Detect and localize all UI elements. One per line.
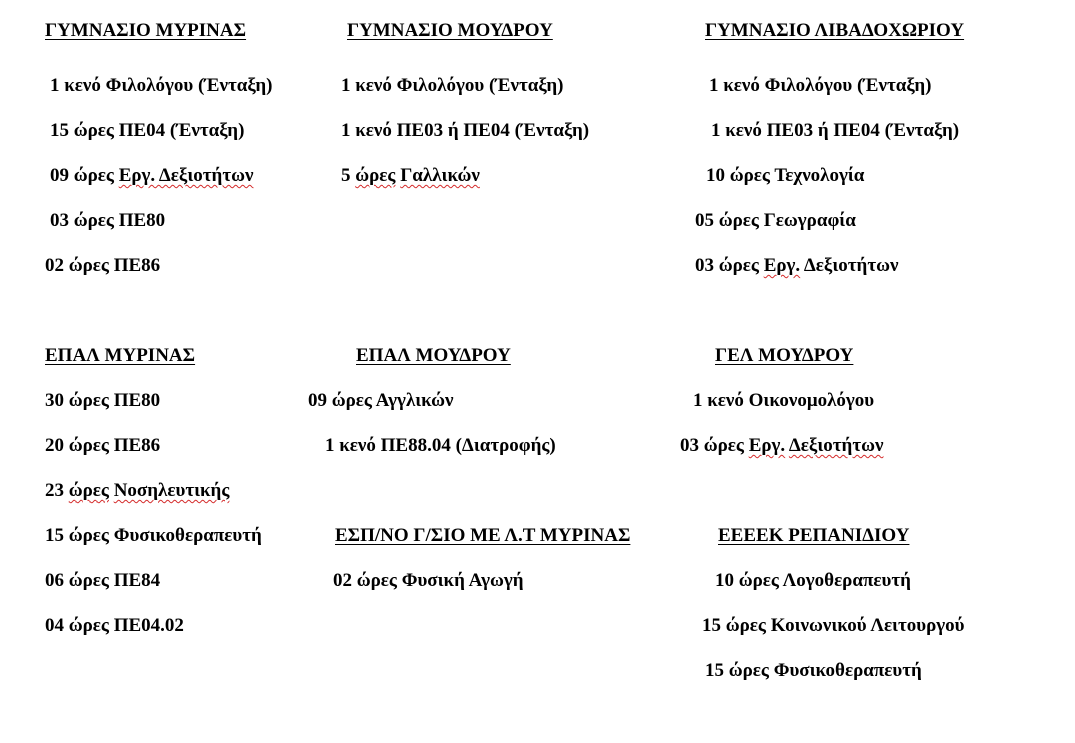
epal-myrinas-line-3 <box>45 480 229 502</box>
epal-myrinas-line-3-subject: Νοσηλευτικής <box>113 480 230 501</box>
gel-moudrou-line-1: 1 κενό Οικονομολόγου <box>693 390 875 411</box>
gym-moudrou-line-3 <box>341 165 480 187</box>
gym-livadochoriou-line-5-hours: 03 ώρες <box>695 255 764 276</box>
gym-livadochoriou-line-5-abbr: Εργ. <box>763 255 801 276</box>
gym-myrinas-line-3-subject: Εργ. Δεξιοτήτων <box>118 165 254 186</box>
gel-moudrou-heading: ΓΕΛ ΜΟΥΔΡΟΥ <box>715 345 854 366</box>
gym-livadochoriou-line-1: 1 κενό Φιλολόγου (Ένταξη) <box>709 75 932 96</box>
epal-myrinas-line-1: 30 ώρες ΠΕ80 <box>45 390 161 411</box>
gym-myrinas-line-1: 1 κενό Φιλολόγου (Ένταξη) <box>50 75 273 96</box>
epal-myrinas-heading: ΕΠΑΛ ΜΥΡΙΝΑΣ <box>45 345 196 366</box>
epal-myrinas-line-5: 06 ώρες ΠΕ84 <box>45 570 161 591</box>
epal-moudrou-line-1: 09 ώρες Αγγλικών <box>308 390 454 411</box>
eeeek-repanidiou-heading: ΕΕΕΕΚ ΡΕΠΑΝΙΔΙΟΥ <box>718 525 910 546</box>
gym-moudrou-line-3-hours: ώρες <box>355 165 396 186</box>
gym-livadochoriou-line-4: 05 ώρες Γεωγραφία <box>695 210 856 231</box>
gel-moudrou-line-2-hours: 03 ώρες <box>680 435 749 456</box>
gym-myrinas-line-4: 03 ώρες ΠΕ80 <box>50 210 166 231</box>
gym-myrinas-heading: ΓΥΜΝΑΣΙΟ ΜΥΡΙΝΑΣ <box>45 20 247 41</box>
gel-moudrou-line-2 <box>680 435 883 457</box>
gym-livadochoriou-line-5-subject: Δεξιοτήτων <box>800 255 899 276</box>
gym-livadochoriou-heading: ΓΥΜΝΑΣΙΟ ΛΙΒΑΔΟΧΩΡΙΟΥ <box>705 20 965 41</box>
epal-myrinas-line-3-hours: ώρες <box>68 480 109 501</box>
gel-moudrou-line-2-subject: Δεξιοτήτων <box>788 435 884 456</box>
epal-myrinas-line-6: 04 ώρες ΠΕ04.02 <box>45 615 184 636</box>
gym-moudrou-line-3-subject: Γαλλικών <box>400 165 480 186</box>
gym-moudrou-line-3-count: 5 <box>341 165 356 186</box>
gym-myrinas-line-3 <box>50 165 253 187</box>
gym-livadochoriou-line-5 <box>695 255 898 277</box>
epal-myrinas-line-3-count: 23 <box>45 480 69 501</box>
eeeek-repanidiou-line-3: 15 ώρες Φυσικοθεραπευτή <box>705 660 922 681</box>
gym-livadochoriou-line-2: 1 κενό ΠΕ03 ή ΠΕ04 (Ένταξη) <box>711 120 960 141</box>
gym-myrinas-line-5: 02 ώρες ΠΕ86 <box>45 255 161 276</box>
epal-moudrou-line-2: 1 κενό ΠΕ88.04 (Διατροφής) <box>325 435 556 456</box>
gel-moudrou-line-2-abbr: Εργ. <box>748 435 786 456</box>
gym-moudrou-line-1: 1 κενό Φιλολόγου (Ένταξη) <box>341 75 564 96</box>
gym-myrinas-line-2: 15 ώρες ΠΕ04 (Ένταξη) <box>50 120 245 141</box>
gym-livadochoriou-line-3: 10 ώρες Τεχνολογία <box>706 165 865 186</box>
epal-myrinas-line-4: 15 ώρες Φυσικοθεραπευτή <box>45 525 262 546</box>
epal-moudrou-heading: ΕΠΑΛ ΜΟΥΔΡΟΥ <box>356 345 511 366</box>
epal-myrinas-line-2: 20 ώρες ΠΕ86 <box>45 435 161 456</box>
esp-myrinas-heading: ΕΣΠ/ΝΟ Γ/ΣΙΟ ΜΕ Λ.Τ ΜΥΡΙΝΑΣ <box>335 525 631 546</box>
esp-myrinas-line-1: 02 ώρες Φυσική Αγωγή <box>333 570 524 591</box>
gym-myrinas-line-3-hours: 09 ώρες <box>50 165 119 186</box>
gym-moudrou-heading: ΓΥΜΝΑΣΙΟ ΜΟΥΔΡΟΥ <box>347 20 553 41</box>
eeeek-repanidiou-line-2: 15 ώρες Κοινωνικού Λειτουργού <box>702 615 965 636</box>
gym-moudrou-line-2: 1 κενό ΠΕ03 ή ΠΕ04 (Ένταξη) <box>341 120 590 141</box>
eeeek-repanidiou-line-1: 10 ώρες Λογοθεραπευτή <box>715 570 911 591</box>
